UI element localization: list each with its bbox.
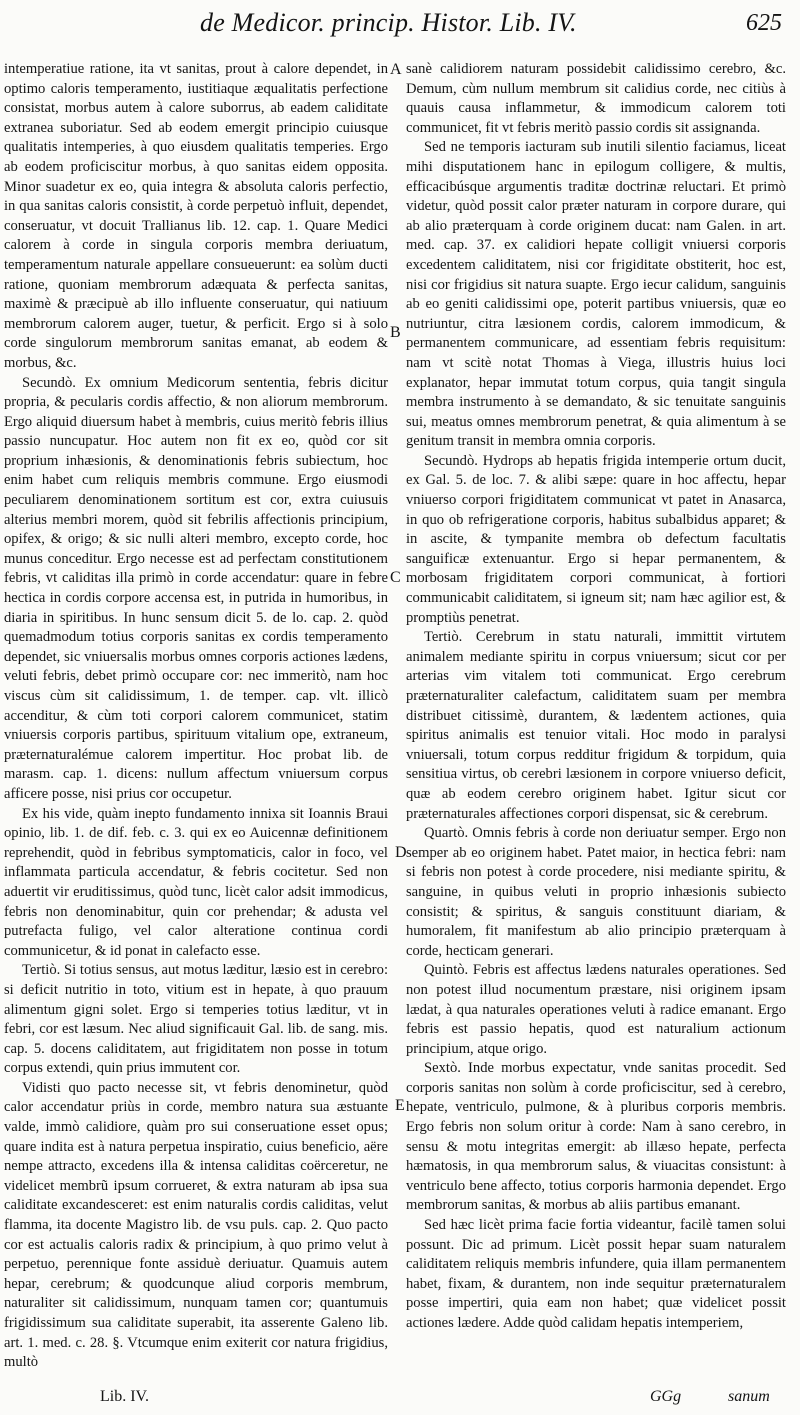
footer-signature-mark: GGg [650, 1388, 682, 1405]
right-column [406, 60, 786, 1380]
page-number: 625 [746, 10, 782, 36]
paragraph: Secundò. Ex omnium Medicorum sententia, febris dicitur propria, & pecularis cordis affectio, & non aliorum membrorum. Ergo aliquid diuersum habet à membris, cuius meritò febris illius passio nuncupatur. Hoc autem non fit ex eo, quòd cor sit proprium inhæsionis, & denominationis febris subiectum, hoc enim habet cum reliquis membris commune. Ergo eiusmodi peculiarem denominationem sortitum est cor, extra cuiusuis alterius membri morem, quòd sit febrilis affectionis principium, opifex, & origo; & sic nulli alteri membro, excepto corde, hoc munus conceditur. Ergo necesse est ad perfectam constitutionem febris, vt caliditas illa primò in corde accendatur: quare in febre hectica in cordis corpore accensa est, in putrida in humoribus, in diaria in spiritibus. In hunc sensum dicit 5. de lo. cap. 2. quòd quemadmodum totius corporis sanitas ex cordis temperamento dependet, sic vniuersalis morbus omnes corporis actiones lædens, veluti febris, debet primò occupare cor: nec immeritò, nam hoc viscus cùm sit calidissimum, 1. de temper. cap. vlt. illicò accenditur, & cùm toti corpori calorem communicet, statim vniuersis corporis partibus, spirituum vitalium ope, extraneum, præternaturalémue calorem impertitur. Hoc probat lib. de marasm. cap. 1. dicens: nullum affectum vniuersum corpus afficere posse, nisi prius cor occupetur. [4, 374, 388, 802]
margin-letter-c: C [390, 569, 401, 586]
paragraph: Vidisti quo pacto necesse sit, vt febris denominetur, quòd calor accendatur priùs in corde, membro natura sua æstuante valde, immò calidiore, quàm pro sui conseruatione esset opus; quare indita est à natura perpetua inspiratio, cuius beneficio, aëre nempe attracto, excedens illa & intensa caliditas coërceretur, ne videlicet membrũ ipsum corrueret, & extra naturam ab ipsa sua caliditate excandesceret: est enim naturalis cordis caliditas, velut flamma, ita docente Magistro lib. de vsu puls. cap. 2. Quo pacto cor est actualis caloris radix & principium, à quo primo velut à perpetuo, perennique fonte assiduè deriuatur. Quamuis autem hepar, cerebrum; & quodcunque aliud corporis membrum, naturaliter sit calidissimum, nunquam tamen cor; quantumuis frigidissimum sua caliditate superabit, ita asserente Galeno lib. art. 1. med. c. 28. §. Vtcumque enim exiterit cor natura frigidius, multò [4, 1079, 388, 1371]
paragraph: Secundò. Hydrops ab hepatis frigida intemperie ortum ducit, ex Gal. 5. de loc. 7. & alibi sæpe: quare in hoc affectu, hepar vniuerso corpori frigiditatem communicat vt patet in Anasarca, in quo ob refrigeratione corporis, habitus subalbidus apparet; & in ascite, & tympanite membra ob defectum facultatis sanguificæ extenuantur. Ergo si hepar permanentem, & morbosam frigiditatem corpori communicat, à fortiori communicabit caliditatem, si igneum sit; nam hæc agilior est, & promptiùs penetrat. [406, 452, 786, 626]
margin-letter-a: A [390, 61, 402, 78]
catchword: sanum [728, 1388, 770, 1405]
paragraph: Quintò. Febris est affectus lædens naturales operationes. Sed non potest illud nocumentum præstare, nisi originem ipsam lædat, à qua naturales operationes veluti à radice emanant. Ergo febris est passio hepatis, quod est naturalium actionum principium, atque origo. [406, 962, 786, 1057]
left-column [4, 60, 388, 1380]
margin-letter-b: B [390, 324, 401, 341]
paragraph: intemperatiue ratione, ita vt sanitas, prout à calore dependet, in optimo caloris temperamento, iustitiaque æqualitatis perfectione consistat, morbus autem à calore suborrus, ab eadem caliditate extranea suboriatur. Sed ab eodem emergit principio cuiusque qualitatis intemperies, à quo eiusdem qualitatis temperies. Ergo ab eodem proficiscitur morbus, à quo sanitas eidem opposita. Minor suadetur ex eo, quia integra & absoluta caloris perfectio, in qua sanitas caloris consistit, à corde perpetuò influit, dependet, conseruatur, vt docuit Trallianus lib. 12. cap. 1. Quare Medici calorem à corde in singula corporis membra deriuatum, temperamentum naturale appellare consueuerunt: ea solùm ducti ratione, quoniam membrorum adæquata & perfecta sanitas, maximè & præcipuè ab illo influente conseruatur, qui natiuum membrorum calorem auger, tuetur, & perficit. Ergo si à solo corde singulorum membrorum sanitas emanat, ab eodem & morbus, &c. [4, 61, 388, 371]
margin-letter-d: D [395, 844, 407, 861]
footer-signature-left: Lib. IV. [100, 1388, 150, 1405]
paragraph: Tertiò. Si totius sensus, aut motus læditur, læsio est in cerebro: si deficit nutritio in toto, vitium est in hepate, à quo prauum alimentum gigni solet. Ergo si temperies totius læditur, vt in febri, cor est læsum. Nec aliud significauit Gal. lib. de sang. mis. cap. 5. docens caliditatem, aut frigiditatem non posse in totum corpus extendi, quin prius immutent cor. [4, 962, 388, 1077]
paragraph: Sextò. Inde morbus expectatur, vnde sanitas procedit. Sed corporis sanitas non solùm à corde proficiscitur, sed à cerebro, hepate, ventriculo, pulmone, & à pluribus corporis membris. Ergo febris non solum oritur à corde: Nam à sano cerebro, in sensu & motu integritas emergit: ab illæso hepate, perfecta hæmatosis, in qua membrorum salus, & viuacitas consistunt: à ventriculo bene affecto, totius corporis harmonia dependet. Ergo membrorum sanitas, & morbus ab aliis partibus emanant. [406, 1060, 786, 1214]
paragraph: Tertiò. Cerebrum in statu naturali, immittit virtutem animalem mediante spiritu in corpus vniuersum; sicut cor per arterias vim vitalem toti communicat. Ergo cerebrum præternaturaliter calefactum, caliditatem suam per membra distribuet citissimè, durantem, & lædentem actiones, quia spiritus animalis est tenuior vitali. Hoc modo in paralysi vniuersali, totum corpus redditur frigidum & torpidum, quia sensitiua virtus, ob cerebri læsionem in corpore vniuerso deficit, quæ ab eodem cerebro originem habet. Igitur sicut cor præternaturales affectiones corpori dispensat, sic & cerebrum. [406, 629, 786, 822]
paragraph: Sed hæc licèt prima facie fortia videantur, facilè tamen solui possunt. Dic ad primum. Licèt possit hepar suam naturalem caliditatem reliquis membris infundere, quia illam permanentem habet, fixam, & durantem, non inde sequitur præternaturalem posse impertiri, quia eam non habet; quæ videlicet possit actiones lædere. Adde quòd calidam hepatis intemperiem, [406, 1217, 786, 1331]
paragraph: Sed ne temporis iacturam sub inutili silentio faciamus, liceat mihi disputationem hanc in epilogum colligere, & multis, efficacibúsque argumentis traditæ doctrinæ reluctari. Et primò videtur, quòd possit calor præter naturam in corpore durare, qui ab alio præterquam à corde originem ducat: nam Galen. in art. med. cap. 37. ex calidiori hepate colligit vniuersi corporis excedentem caliditatem, nisi cor frigiditate obstiterit, hoc est, nisi cor frigidius sit natura suapte. Ergo iecur calidum, sanguinis ab eo geniti calidissimi ope, poterit partibus vniuersis, quæ eo nutriuntur, citra læsionem cordis, calorem immodicum, & permanentem communicare, ad essentiam febris requisitum: nam vt scitè notat Thomas à Viega, illustris huius loci explanator, hepar immutat totum corpus, quia tangit singula membra instrumento à se demandato, & sic tenuitate sanguinis sui, meatus omnes membrorum penetrat, & quia alimentum à se genitum transit in membra omnia corporis. [406, 139, 786, 450]
paragraph: sanè calidiorem naturam possidebit calidissimo cerebro, &c. Demum, cùm nullum membrum sit calidius corde, nec citiùs à quauis causa inflammetur, & immodicum calorem toti communicet, fit vt febris meritò passio cordis sit assignanda. [406, 61, 786, 136]
paragraph: Quartò. Omnis febris à corde non deriuatur semper. Ergo non semper ab eo originem habet. Patet maior, in hectica febri: nam si febris non potest à corde procedere, nisi mediante spiritu, & sanguine, in quibus veluti in proprio inhæsionis subiecto consistit; & spiritus, & sanguis constituunt diariam, & humoralem, fit manifestum ab alio principio præterquam à corde, hecticam generari. [406, 825, 786, 959]
running-head: de Medicor. princip. Histor. Lib. IV. [200, 8, 577, 37]
margin-letter-e: E [395, 1097, 405, 1114]
paragraph: Ex his vide, quàm inepto fundamento innixa sit Ioannis Braui opinio, lib. 1. de dif. feb. c. 3. qui ex eo Auicennæ definitionem reprehendit, quòd in febribus symptomaticis, calor in foco, vel inflammata particula accendatur, & febris cocitetur. Sed non aduertit vir eruditissimus, quòd tunc, licèt calor adsit immodicus, febris non denominabitur, quin cor prehendar; & adusta vel putrefacta fuligo, vel calor alteratione continua cordi communicetur, & id ponat in calefacto esse. [4, 805, 388, 959]
